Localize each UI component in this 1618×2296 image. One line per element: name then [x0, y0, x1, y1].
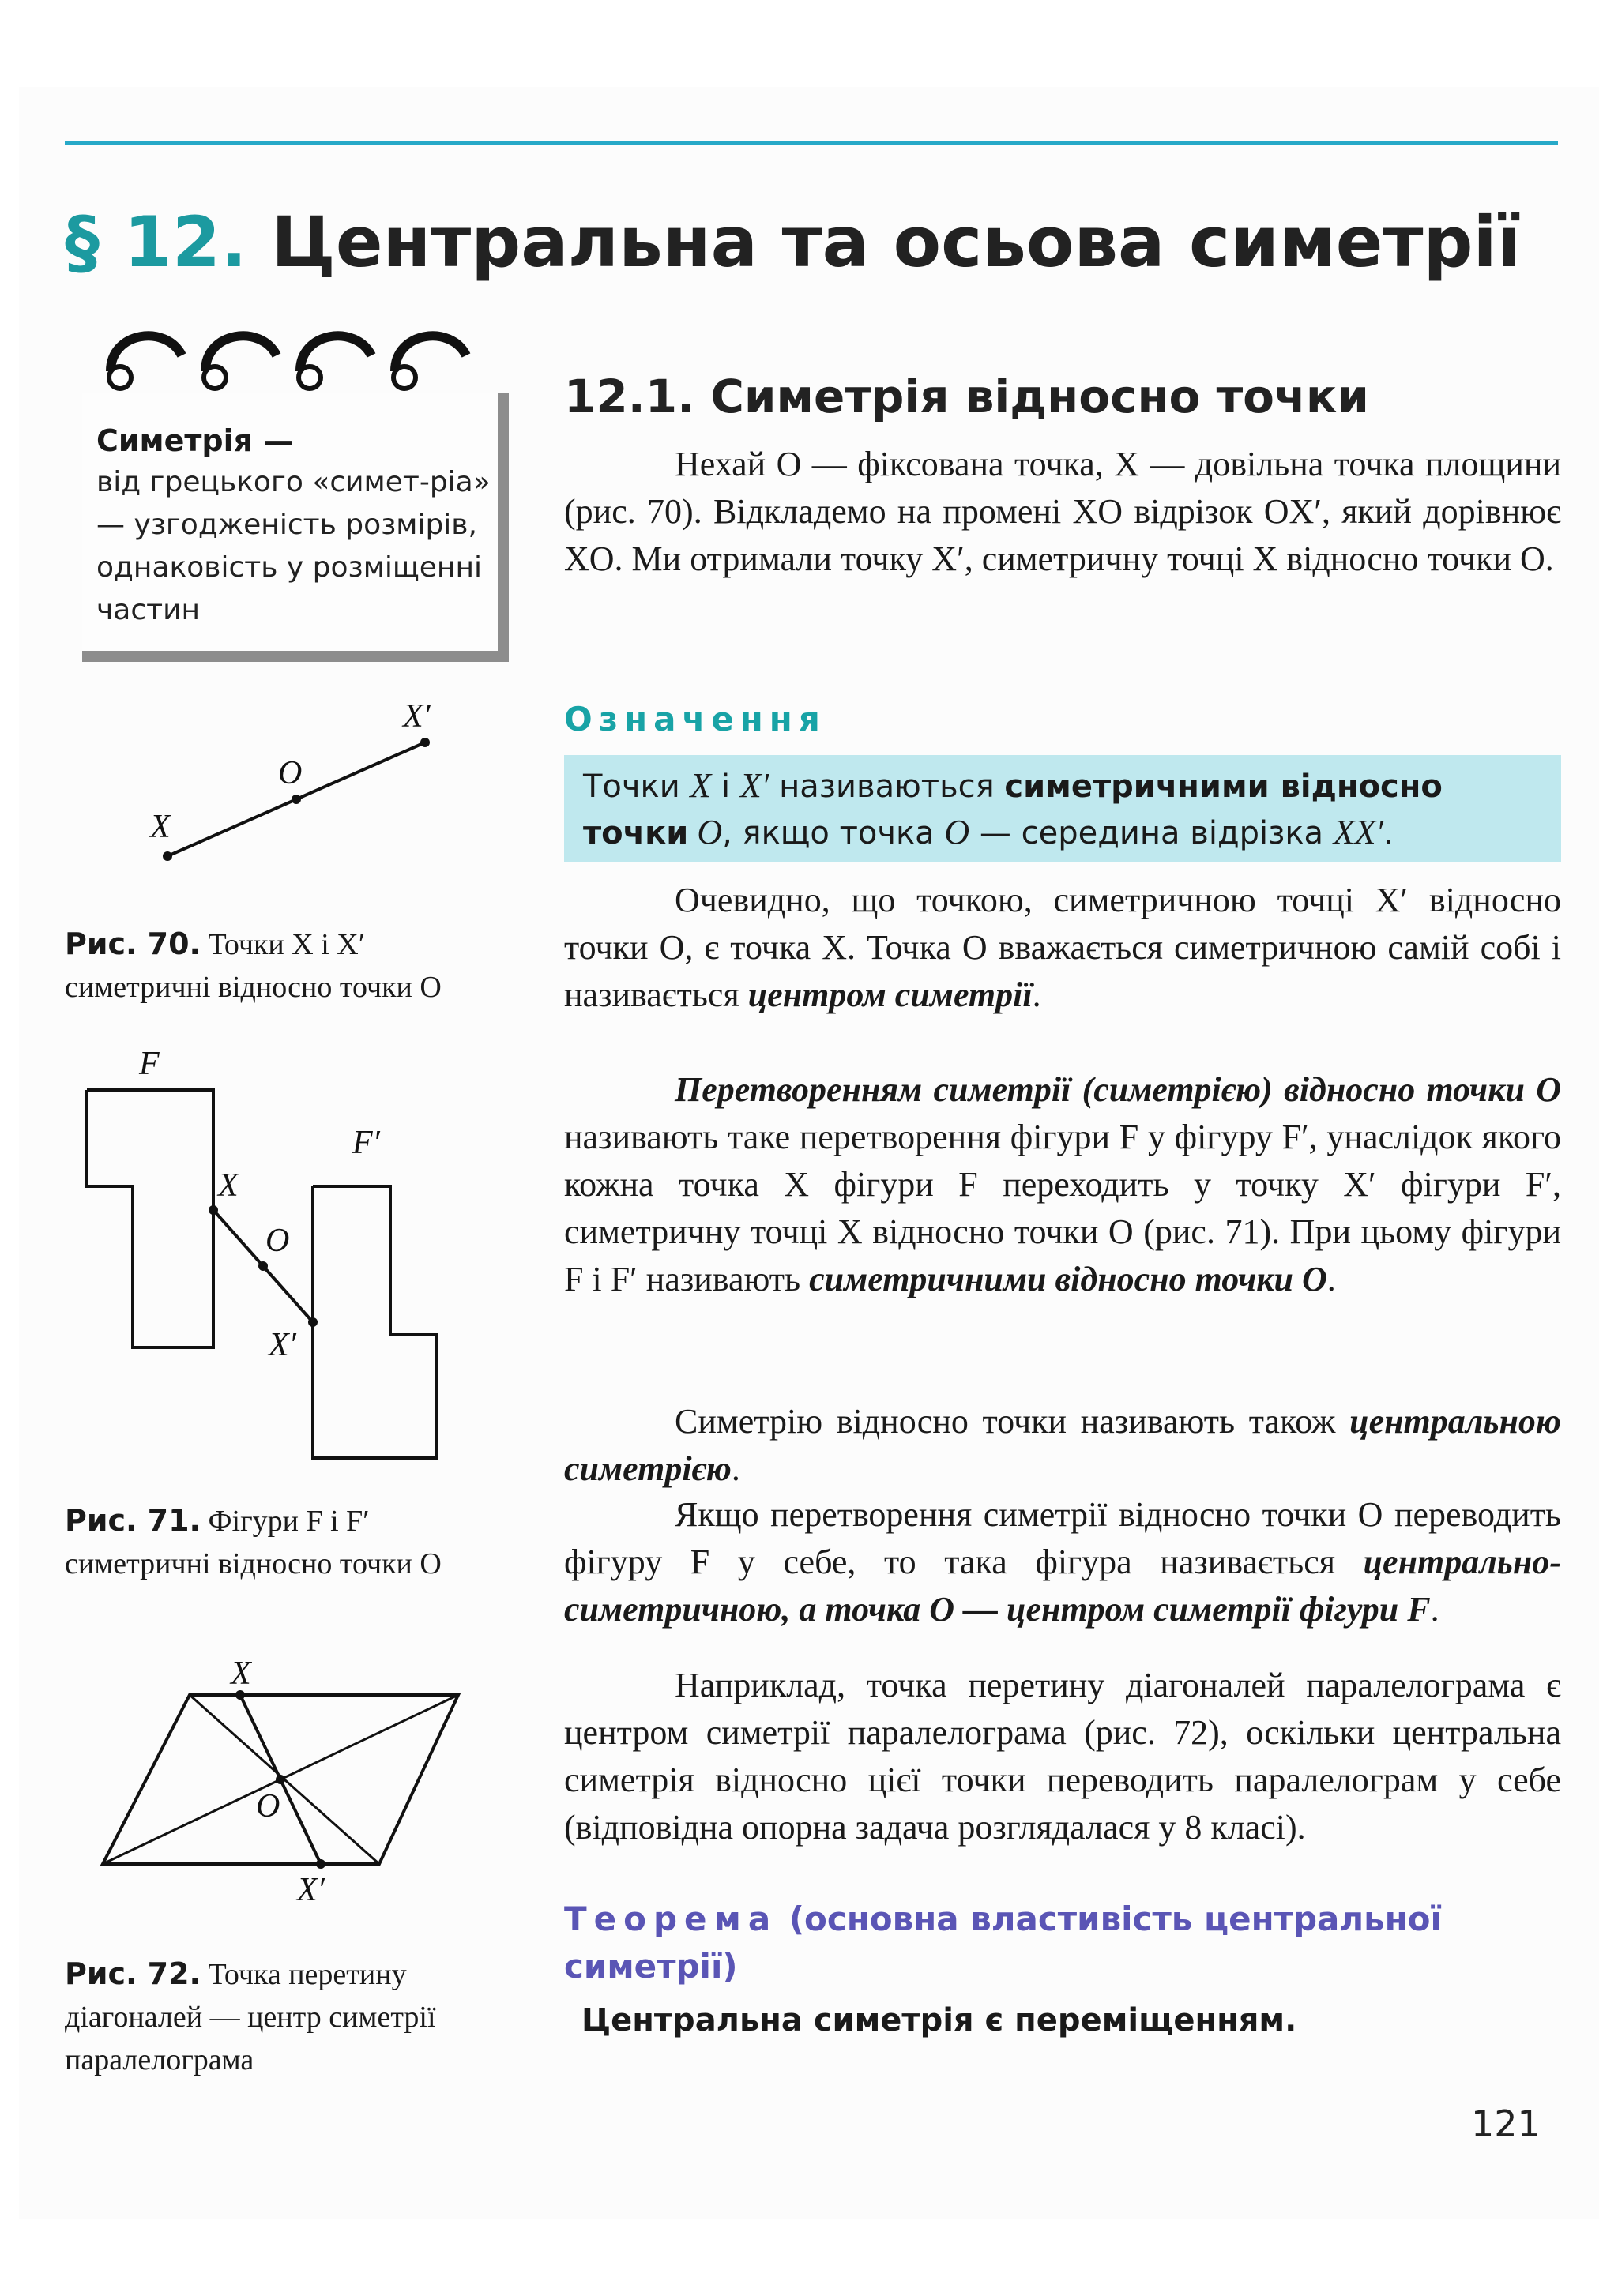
fig71-label-xp: X′ [269, 1327, 296, 1363]
para2-term: Перетворенням симетрії (симетрією) відносно точки O [675, 1070, 1561, 1109]
figure-71 [76, 1043, 487, 1469]
subsection-heading: 12.1. Симетрія відносно точки [564, 370, 1369, 423]
fig71-label-f: F [139, 1046, 160, 1082]
fig72-label-o: O [256, 1788, 280, 1824]
def-text-2: і [711, 768, 740, 805]
def-text-3: називаються [769, 768, 1005, 805]
definition-box [564, 755, 1561, 862]
fig72-label-x: X [231, 1659, 251, 1692]
para3-end: . [731, 1449, 740, 1488]
fig70-label-o: O [278, 755, 303, 791]
caption-fig70-text: Точки X і X′ симетричні відносно точки O [65, 928, 442, 1004]
definition-label: Означення [564, 700, 826, 738]
paragraph-central [564, 1398, 1561, 1493]
paragraph-example [564, 1662, 1561, 1851]
para2-term2: симетричними відносно точки O [809, 1260, 1327, 1298]
caption-fig72 [65, 1952, 507, 2081]
fig71-label-x: X [218, 1167, 239, 1204]
caption-fig70 [65, 923, 507, 1009]
caption-fig71 [65, 1499, 507, 1585]
para1-term: центром симетрії [747, 975, 1033, 1014]
para3-term: центральною симетрією [564, 1402, 1561, 1488]
fig70-label-x: X [150, 809, 171, 845]
etymology-term [96, 420, 293, 461]
spiral-binding-icon [95, 316, 521, 403]
top-rule [65, 141, 1558, 145]
para4-end: . [1430, 1590, 1439, 1629]
theorem-word: Теорема [564, 1900, 778, 1938]
def-var-xp: X′ [739, 766, 769, 805]
caption-fig72-number: Рис. 72. [65, 1956, 201, 1991]
caption-fig71-number: Рис. 71. [65, 1503, 201, 1538]
def-var-o: O [688, 813, 723, 851]
section-number: § 12. [65, 201, 247, 283]
paragraph-center [564, 877, 1561, 1019]
fig71-label-o: O [265, 1223, 290, 1259]
theorem-title: (основна властивість центральної симетрії) [564, 1900, 1442, 1986]
etymology-term-word: Симетрія [96, 423, 253, 458]
page-number: 121 [1471, 2102, 1541, 2145]
para1-end: . [1032, 975, 1041, 1014]
para3-text: Симетрію відносно точки називають також [675, 1402, 1350, 1441]
figure-72 [95, 1659, 474, 1919]
section-title: Центральна та осьова симетрії [271, 201, 1521, 283]
para4-term: центрально-симетричною, а точка O — центром симетрії фігури F [564, 1543, 1561, 1629]
etymology-text: від грецького «симет-ріа» — узгодженість розмірів, однаковість у розміщенні частин [96, 466, 491, 626]
para2-text: називають таке перетворення фігури F у фігуру F′, унаслідок якого кожна точка X фігури F переходить у точку X′ фігури F′, симетричну точці X відносно точки O (рис. 71). При цьому фігури F і F′ називають [564, 1118, 1561, 1298]
theorem-heading [564, 1896, 1561, 1990]
caption-fig70-number: Рис. 70. [65, 926, 201, 961]
section-heading [65, 199, 1566, 286]
def-var-xxp: XX′ [1333, 813, 1384, 851]
def-var-x: X [690, 766, 712, 805]
theorem-statement: Центральна симетрія є переміщенням. [581, 2002, 1297, 2039]
para2-end: . [1326, 1260, 1336, 1298]
def-text-5: — середина відрізка [969, 815, 1334, 851]
fig72-label-xp: X′ [297, 1872, 325, 1908]
figure-70 [139, 703, 487, 885]
para4-text: Якщо перетворення симетрії відносно точки O переводить фігуру F у себе, то така фігура називається [564, 1495, 1561, 1581]
etymology-dash: — [253, 423, 294, 458]
caption-fig72-text: Точка перетину діагоналей — центр симетрії паралелограма [65, 1958, 436, 2076]
paragraph-transformation [564, 1066, 1561, 1303]
intro-text: Нехай O — фіксована точка, X — довільна точка площини (рис. 70). Відкладемо на промені XO відрізок OX′, який дорівнює XO. Ми отримали точку X′, симетричну точці X відносно точки O. [564, 445, 1561, 578]
def-text-6: . [1383, 815, 1394, 851]
para5-text: Наприклад, точка перетину діагоналей паралелограма є центром симетрії паралелограма (рис. 72), оскільки центральна симетрія відносно цієї точки переводить паралелограм у себе (відповідна опорна задача розглядалася у 8 класі). [564, 1666, 1561, 1847]
intro-paragraph [564, 441, 1561, 583]
caption-fig71-text: Фігури F і F′ симетричні відносно точки O [65, 1505, 442, 1580]
def-term: симетричними відносно точки [583, 768, 1443, 851]
para1-text: Очевидно, що точкою, симетричною точці X′ відносно точки O, є точка X. Точка O вважається симетричною самій собі і називається [564, 881, 1561, 1014]
fig70-label-xp: X′ [403, 703, 431, 735]
paragraph-centrally-symmetric [564, 1491, 1561, 1633]
def-text-4: , якщо точка [722, 815, 945, 851]
def-var-o2: O [944, 813, 970, 851]
fig71-label-fp: F′ [352, 1125, 380, 1161]
def-text-1: Точки [583, 768, 690, 805]
